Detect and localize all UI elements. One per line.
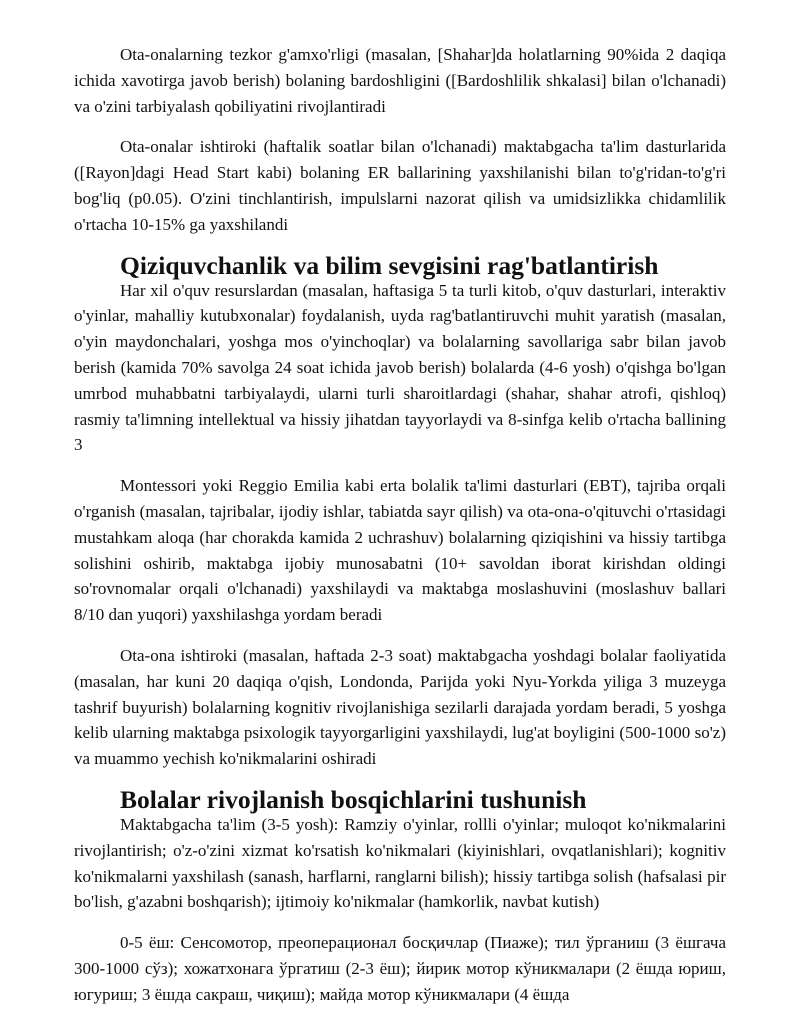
section-heading-development-stages: Bolalar rivojlanish bosqichlarini tushunish xyxy=(120,784,587,814)
paragraph-parent-involvement-er: Ota-onalar ishtiroki (haftalik soatlar bilan o'lchanadi) maktabgacha ta'lim dasturlarida ([Rayon]dagi Head Start kabi) bolaning ER ballarining yaxshilanishi bilan to'g'ridan-to'g'ri bog'liq (p0.05). O'zini tinchlantirish, impulslarni nazorat qilish va umidsizlikka chidamlilik o'rtacha 10-15% ga yaxshilandi xyxy=(74,137,726,234)
paragraph-age-0-5-stage: 0-5 ёш: Сенсомотор, преоперационал босқичлар (Пиаже); тил ўрганиш (3 ёшгача 300-1000 сўз); хожатхонага ўргатиш (2-3 ёш); йирик мотор кўникмалари (2 ёшда юриш, югуриш; 3 ёшда сакраш, чиқиш); майда мотор кўникмалари (4 ёшда xyxy=(74,933,726,1004)
paragraph-parent-participation: Ota-ona ishtiroki (masalan, haftada 2-3 soat) maktabgacha yoshdagi bolalar faoliyatida (masalan, har kuni 20 daqiqa o'qish, Londonda, Parijda yoki Nyu-Yorkda yiliga 3 muzeyga tashrif buyurish) bolalarning kognitiv rivojlanishiga sezilarli darajada yordam beradi, 5 yoshga kelib ularning maktabga psixologik tayyorgarligini yaxshilaydi, lug'at boyligini (500-1000 so'z) va muammo yechish ko'nikmalarini oshiradi xyxy=(74,645,726,769)
paragraph-learning-resources: Har xil o'quv resurslardan (masalan, haftasiga 5 ta turli kitob, o'quv dasturlari, interaktiv o'yinlar, mahalliy kutubxonalar) foydalanish, uyda rag'batlantiruvchi muhit yaratish (masalan, o'yin maydonchalari, yoshga mos o'yinchoqlar) va bolalarning savollariga sabr bilan javob berish (kamida 70% savolga 24 soat ichida javob berish) bolalarda (4-6 yosh) o'qishga bo'lgan umrbod muhabbatni tarbiyalaydi, ularni turli sharoitlardagi (shahar, shahar atrofi, qishloq) rasmiy ta'limning intellektual va hissiy jihatdan tayyorlaydi va 8-sinfga kelib o'rtacha ballining 3 xyxy=(74,280,726,455)
paragraph-preschool-stage: Maktabgacha ta'lim (3-5 yosh): Ramziy o'yinlar, rollli o'yinlar; muloqot ko'nikmalarini rivojlantirish; o'z-o'zini xizmat ko'rsatish ko'nikmalari (kiyinishlari, ovqatlanishlari); kognitiv ko'nikmalarni yaxshilash (sanash, harflarni, ranglarni bilish); hissiy tartibga solish (hafsalasi pir bo'lish, g'azabni boshqarish); ijtimoiy ko'nikmalar (hamkorlik, navbat kutish) xyxy=(74,814,726,912)
section-heading-curiosity: Qiziquvchanlik va bilim sevgisini rag'batlantirish xyxy=(120,250,659,280)
paragraph-parent-responsiveness: Ota-onalarning tezkor g'amxo'rligi (masalan, [Shahar]da holatlarning 90%ida 2 daqiqa ichida xavotirga javob berish) bolaning bardoshligini ([Bardoshlilik shkalasi] bilan o'lchanadi) va o'zini tarbiyalash qobiliyatini rivojlantiradi xyxy=(74,45,726,116)
paragraph-early-education-programs: Montessori yoki Reggio Emilia kabi erta bolalik ta'limi dasturlari (EBT), tajriba orqali o'rganish (masalan, tajribalar, ijodiy ishlar, tabiatda sayr qilish) va ota-ona-o'qituvchi o'rtasidagi mustahkam aloqa (har chorakda kamida 2 uchrashuv) bolalarning qiziqishini va hissiy tartibga solishini oshirib, maktabga ijobiy munosabatni (10+ savoldan iborat kirishdan oldingi so'rovnomalar orqali o'lchanadi) yaxshilaydi va maktabga moslashuvini (moslashuv ballari 8/10 dan yuqori) yaxshilashga yordam beradi xyxy=(74,476,726,625)
document-body xyxy=(74,42,726,1023)
